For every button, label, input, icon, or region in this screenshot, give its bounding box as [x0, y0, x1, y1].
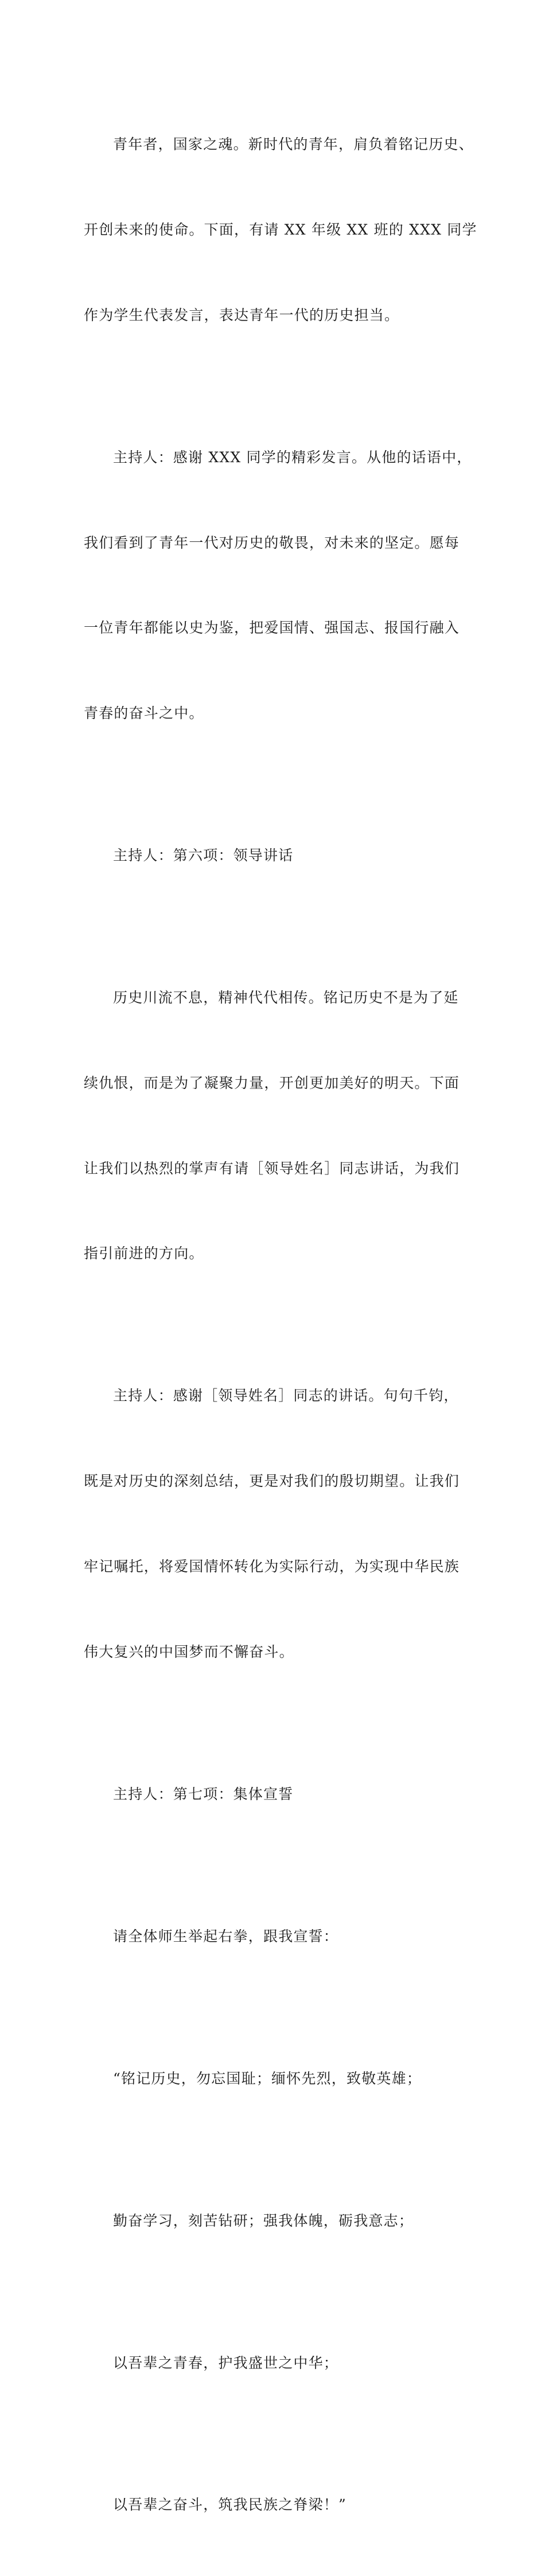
document-body [84, 73, 480, 2576]
text-line: 主持人：感谢 XXX 同学的精彩发言。从他的话语中， [113, 448, 472, 466]
paragraph-host-thanks-student [84, 387, 480, 784]
paragraph-oath-instruction [84, 1865, 480, 2007]
text-line: 既是对历史的深刻总结，更是对我们的殷切期望。让我们 [84, 1473, 460, 1490]
paragraph-host-thanks-leader [84, 1325, 480, 1723]
paragraph-oath-line-2 [84, 2149, 480, 2292]
text-line: 续仇恨，而是为了凝聚力量，开创更加美好的明天。下面 [84, 1074, 460, 1091]
text-line: 一位青年都能以史为鉴，把爱国情、强国志、报国行融入 [84, 619, 460, 637]
paragraph-oath-line-4 [84, 2434, 480, 2576]
text-line: 指引前进的方向。 [84, 1245, 204, 1262]
text-line: 青年者，国家之魂。新时代的青年，肩负着铭记历史、 [113, 136, 474, 153]
text-line: 以吾辈之青春，护我盛世之中华； [113, 2354, 339, 2371]
paragraph-item-six-heading [84, 784, 480, 927]
text-line: 伟大复兴的中国梦而不懈奋斗。 [84, 1643, 294, 1660]
text-line: 让我们以热烈的掌声有请［领导姓名］同志讲话，为我们 [84, 1160, 460, 1177]
text-line: 以吾辈之奋斗，筑我民族之脊梁！” [113, 2496, 347, 2513]
text-line: 青春的奋斗之中。 [84, 705, 204, 722]
text-line: 历史川流不息，精神代代相传。铭记历史不是为了延 [113, 989, 459, 1006]
text-line: 我们看到了青年一代对历史的敬畏，对未来的坚定。愿每 [84, 534, 460, 551]
text-line: 勤奋学习，刻苦钻研；强我体魄，砺我意志； [113, 2212, 414, 2229]
text-line: 牢记嘱托，将爱国情怀转化为实际行动，为实现中华民族 [84, 1558, 460, 1575]
text-line: 作为学生代表发言，表达青年一代的历史担当。 [84, 306, 400, 323]
text-line: 主持人：感谢［领导姓名］同志的讲话。句句千钧， [113, 1387, 459, 1404]
text-line: “铭记历史，勿忘国耻；缅怀先烈，致敬英雄； [113, 2070, 422, 2087]
text-line: 主持人：第七项：集体宣誓 [113, 1785, 294, 1802]
paragraph-oath-line-1 [84, 2007, 480, 2149]
paragraph-leader-intro [84, 927, 480, 1325]
text-line: 主持人：第六项：领导讲话 [113, 847, 294, 864]
paragraph-oath-line-3 [84, 2292, 480, 2434]
paragraph-youth-intro [84, 73, 480, 387]
text-line: 请全体师生举起右拳，跟我宣誓： [113, 1927, 339, 1945]
text-line: 开创未来的使命。下面，有请 XX 年级 XX 班的 XXX 同学 [84, 221, 477, 238]
paragraph-item-seven-heading [84, 1723, 480, 1865]
